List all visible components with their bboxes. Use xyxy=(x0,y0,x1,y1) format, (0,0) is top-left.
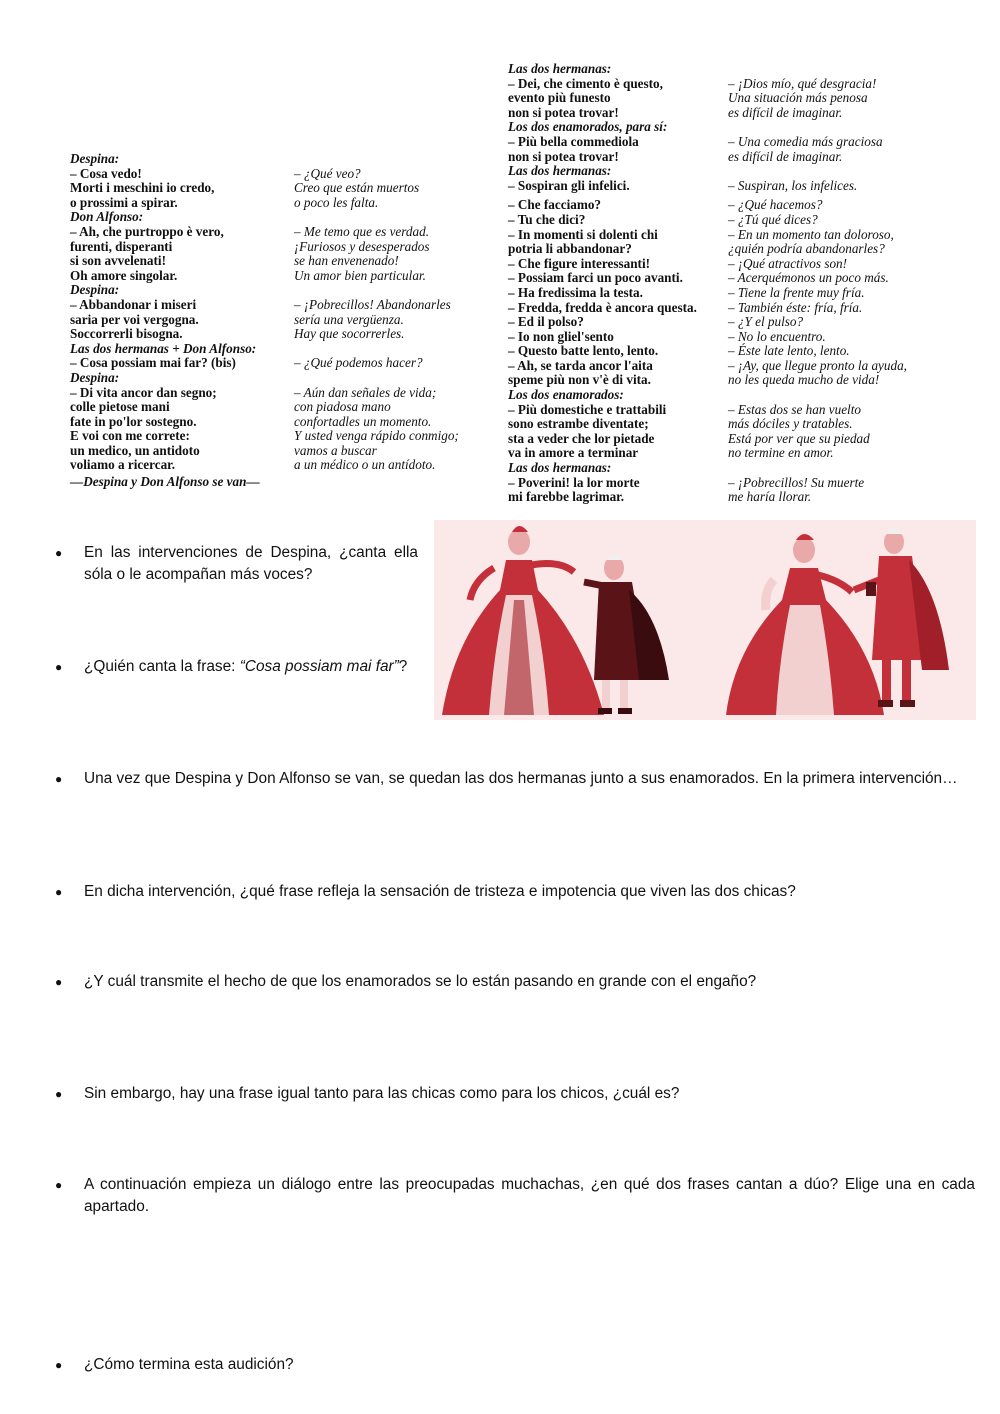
speaker-label: Las dos hermanas: xyxy=(508,61,612,76)
italian-text: furenti, disperanti xyxy=(70,238,173,254)
spanish-translation: me haría llorar. xyxy=(728,489,812,505)
italian-text: – Dei, che cimento è questo, xyxy=(508,75,663,91)
question-8: ● ¿Cómo termina esta audición? xyxy=(84,1354,975,1376)
italian-text: – Cosa possiam mai far? (bis) xyxy=(70,355,236,371)
bullet-icon: ● xyxy=(55,772,63,786)
dialogue-block xyxy=(508,388,948,461)
libretto-line xyxy=(508,257,948,272)
libretto-line xyxy=(508,179,948,194)
spanish-translation: – Tiene la frente muy fría. xyxy=(728,284,865,300)
spanish-translation: es difícil de imaginar. xyxy=(728,104,843,120)
dialogue-block xyxy=(70,283,510,341)
italian-text: Soccorrerli bisogna. xyxy=(70,326,183,342)
libretto-line xyxy=(508,271,948,286)
libretto-line xyxy=(70,181,510,196)
italian-text: – Possiam farci un poco avanti. xyxy=(508,270,683,286)
libretto-line xyxy=(508,476,948,491)
libretto-line xyxy=(70,196,510,211)
speaker-label: Las dos hermanas: xyxy=(508,460,612,476)
italian-text: evento più funesto xyxy=(508,90,611,106)
libretto-line xyxy=(508,417,948,432)
spanish-translation: no termine en amor. xyxy=(728,445,834,461)
opera-illustration xyxy=(434,520,976,720)
libretto-line xyxy=(508,446,948,461)
spanish-translation: – ¿Y el pulso? xyxy=(728,314,804,330)
libretto-line xyxy=(508,330,948,345)
italian-text: – Tu che dici? xyxy=(508,211,586,227)
italian-text: – Più bella commediola xyxy=(508,133,639,149)
spanish-translation: – No lo encuentro. xyxy=(728,328,826,344)
italian-text: – Fredda, fredda è ancora questa. xyxy=(508,299,697,315)
stage-direction: —Despina y Don Alfonso se van— xyxy=(70,474,260,490)
spanish-translation: – ¡Dios mío, qué desgracia! xyxy=(728,75,877,91)
question-2: ● ¿Quién canta la frase: “Cosa possiam mai far”? xyxy=(84,656,418,678)
spanish-translation: Creo que están muertos xyxy=(294,180,420,196)
italian-text: si son avvelenati! xyxy=(70,253,166,269)
libretto-line xyxy=(70,240,510,255)
question-1: ● En las intervenciones de Despina, ¿canta ella sóla o le acompañan más voces? xyxy=(55,544,418,583)
spanish-translation: – ¿Qué hacemos? xyxy=(728,197,823,213)
spanish-translation: – ¿Qué podemos hacer? xyxy=(294,355,423,371)
italian-text: non si potea trovar! xyxy=(508,104,619,120)
spanish-translation: – En un momento tan doloroso, xyxy=(728,226,894,242)
spanish-translation: Y usted venga rápido conmigo; xyxy=(294,428,459,444)
speaker-label: Despina: xyxy=(70,282,120,298)
spanish-translation: – ¡Ay, que llegue pronto la ayuda, xyxy=(728,357,907,373)
libretto-line xyxy=(70,225,510,240)
dialogue-block xyxy=(70,152,510,210)
speaker-label: Las dos hermanas: xyxy=(508,163,612,179)
libretto-line xyxy=(70,386,510,401)
libretto-line xyxy=(508,213,948,228)
italian-text: va in amore a terminar xyxy=(508,445,639,461)
italian-text: – Ed il polso? xyxy=(508,314,584,330)
libretto-line xyxy=(508,106,948,121)
libretto-line xyxy=(508,315,948,330)
spanish-translation: – ¿Qué veo? xyxy=(294,165,361,181)
libretto-line xyxy=(70,458,510,473)
italian-text: saria per voi vergogna. xyxy=(70,311,199,327)
italian-text: – Abbandonar i miseri xyxy=(70,296,197,312)
spanish-translation: más dóciles y tratables. xyxy=(728,416,853,432)
spanish-translation: – ¡Qué atractivos son! xyxy=(728,255,848,271)
italian-text: – Più domestiche e trattabili xyxy=(508,401,667,417)
italian-text: fate in po'lor sostegno. xyxy=(70,413,197,429)
italian-text: – Cosa vedo! xyxy=(70,165,142,181)
spanish-translation: ¿quién podría abandonarles? xyxy=(728,241,885,257)
libretto-line xyxy=(70,254,510,269)
spanish-translation: confortadles un momento. xyxy=(294,413,432,429)
italian-text: non si potea trovar! xyxy=(508,148,619,164)
italian-text: – Sospiran gli infelici. xyxy=(508,177,630,193)
speaker-label: Los dos enamorados: xyxy=(508,387,624,403)
italian-text: speme più non v'è di vita. xyxy=(508,372,651,388)
spanish-translation: con piadosa mano xyxy=(294,399,391,415)
italian-text: – Di vita ancor dan segno; xyxy=(70,384,217,400)
libretto-left-column xyxy=(70,152,510,490)
libretto-line xyxy=(70,429,510,444)
libretto-line xyxy=(70,313,510,328)
libretto-line xyxy=(70,327,510,342)
bullet-icon: ● xyxy=(55,975,63,989)
bullet-icon: ● xyxy=(55,1358,63,1372)
libretto-line xyxy=(70,444,510,459)
spanish-translation: – ¡Pobrecillos! Abandonarles xyxy=(294,296,451,312)
italian-text: voliamo a ricercar. xyxy=(70,457,176,473)
libretto-line xyxy=(508,403,948,418)
spanish-translation: no les queda mucho de vida! xyxy=(728,372,880,388)
spanish-translation: – También éste: fría, fría. xyxy=(728,299,863,315)
spanish-translation: Una situación más penosa xyxy=(728,90,868,106)
dialogue-block xyxy=(70,371,510,473)
spanish-translation: – Acerquémonos un poco más. xyxy=(728,270,889,286)
speaker-label: Despina: xyxy=(70,151,120,166)
bullet-icon: ● xyxy=(55,1087,63,1101)
italian-text: – In momenti si dolenti chi xyxy=(508,226,658,242)
libretto-line xyxy=(70,298,510,313)
spanish-translation: – Estas dos se han vuelto xyxy=(728,401,861,417)
libretto-line xyxy=(508,286,948,301)
speaker-label: Don Alfonso: xyxy=(70,209,144,225)
question-3: ● Una vez que Despina y Don Alfonso se van, se quedan las dos hermanas junto a sus enamorados. En la primera intervención… xyxy=(84,768,975,790)
libretto-line xyxy=(70,167,510,182)
libretto-line xyxy=(70,415,510,430)
spanish-translation: – Éste late lento, lento. xyxy=(728,343,850,359)
italian-text: – Io non gliel'sento xyxy=(508,328,614,344)
libretto-line xyxy=(508,344,948,359)
spanish-translation: Un amor bien particular. xyxy=(294,267,426,283)
bullet-icon: ● xyxy=(55,1178,63,1192)
libretto-line xyxy=(508,242,948,257)
libretto-line xyxy=(508,490,948,505)
italian-text: – Questo batte lento, lento. xyxy=(508,343,659,359)
italian-text: – Ah, che purtroppo è vero, xyxy=(70,223,224,239)
italian-text: potria li abbandonar? xyxy=(508,241,632,257)
italian-text: sta a veder che lor pietade xyxy=(508,430,655,446)
dialogue-block xyxy=(508,461,948,505)
italian-text: colle pietose mani xyxy=(70,399,170,415)
bullet-icon: ● xyxy=(55,546,63,560)
libretto-line xyxy=(70,400,510,415)
spanish-translation: – Una comedia más graciosa xyxy=(728,133,883,149)
spanish-translation: ¡Furiosos y desesperados xyxy=(294,238,430,254)
spanish-translation: sería una vergüenza. xyxy=(294,311,404,327)
libretto-line xyxy=(508,198,948,213)
spanish-translation: Está por ver que su piedad xyxy=(728,430,870,446)
spanish-translation: – ¿Tú qué dices? xyxy=(728,211,818,227)
libretto-line xyxy=(70,269,510,284)
question-4: ● En dicha intervención, ¿qué frase refleja la sensación de tristeza e impotencia que viven las dos chicas? xyxy=(84,881,975,903)
italian-text: Morti i meschini io credo, xyxy=(70,180,215,196)
italian-text: – Ha fredissima la testa. xyxy=(508,284,643,300)
italian-text: – Poverini! la lor morte xyxy=(508,474,640,490)
libretto-line xyxy=(508,91,948,106)
italian-text: o prossimi a spirar. xyxy=(70,194,178,210)
speaker-label: Las dos hermanas + Don Alfonso: xyxy=(70,340,257,356)
libretto-line xyxy=(508,135,948,150)
spanish-translation: Hay que socorrerles. xyxy=(294,326,405,342)
italian-text: E voi con me correte: xyxy=(70,428,190,444)
spanish-translation: vamos a buscar xyxy=(294,442,377,458)
libretto-line xyxy=(508,150,948,165)
dialogue-block xyxy=(508,62,948,120)
libretto-line xyxy=(508,301,948,316)
question-6: ● Sin embargo, hay una frase igual tanto para las chicas como para los chicos, ¿cuál es? xyxy=(84,1083,975,1105)
italian-text: – Che facciamo? xyxy=(508,197,602,213)
dialogue-block xyxy=(70,342,510,371)
two-couples-illustration xyxy=(434,520,976,720)
dialogue-block xyxy=(70,210,510,283)
spanish-translation: – Me temo que es verdad. xyxy=(294,223,430,239)
italian-text: sono estrambe diventate; xyxy=(508,416,649,432)
libretto-line xyxy=(508,359,948,374)
spanish-translation: se han envenenado! xyxy=(294,253,399,269)
dialogue-block xyxy=(508,164,948,388)
question-5: ● ¿Y cuál transmite el hecho de que los enamorados se lo están pasando en grande con el engaño? xyxy=(84,971,975,993)
libretto-line xyxy=(508,77,948,92)
spanish-translation: – Suspiran, los infelices. xyxy=(728,177,858,193)
speaker-label: Los dos enamorados, para sí: xyxy=(508,119,668,135)
italian-text: – Che figure interessanti! xyxy=(508,255,650,271)
spanish-translation: – ¡Pobrecillos! Su muerte xyxy=(728,474,865,490)
libretto-line xyxy=(70,356,510,371)
spanish-translation: es difícil de imaginar. xyxy=(728,148,843,164)
italian-text: – Ah, se tarda ancor l'aita xyxy=(508,357,653,373)
dialogue-block xyxy=(508,120,948,164)
italian-text: Oh amore singolar. xyxy=(70,267,178,283)
libretto-line xyxy=(508,373,948,388)
italian-text: un medico, un antidoto xyxy=(70,442,200,458)
libretto-right-column xyxy=(508,62,948,505)
bullet-icon: ● xyxy=(55,885,63,899)
libretto-line xyxy=(508,228,948,243)
spanish-translation: o poco les falta. xyxy=(294,194,379,210)
libretto-line xyxy=(508,432,948,447)
italian-text: mi farebbe lagrimar. xyxy=(508,489,625,505)
spanish-translation: a un médico o un antídoto. xyxy=(294,457,436,473)
spanish-translation: – Aún dan señales de vida; xyxy=(294,384,437,400)
bullet-icon: ● xyxy=(55,660,63,674)
question-7: ● A continuación empieza un diálogo entre las preocupadas muchachas, ¿en qué dos frases cantan a dúo? Elige una en cada apartado. xyxy=(55,1176,975,1215)
speaker-label: Despina: xyxy=(70,369,120,385)
